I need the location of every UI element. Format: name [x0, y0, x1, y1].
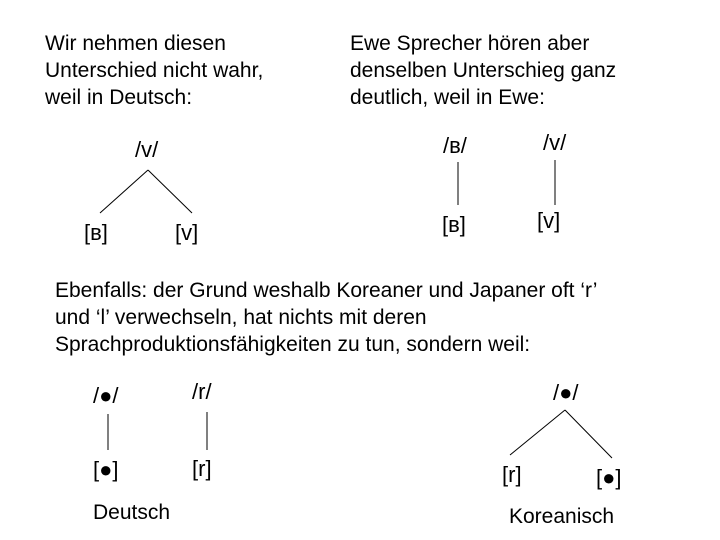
korean-leaf-right: [●] — [596, 465, 622, 490]
intro-right-text: Ewe Sprecher hören aber denselben Unterschieg ganz deutlich, weil in Ewe: — [350, 32, 617, 109]
ewe-leaf-right: [v] — [537, 208, 561, 233]
korean-root-phoneme: /●/ — [553, 380, 579, 405]
deutsch-caption: Deutsch — [93, 501, 171, 524]
branch-german-left — [100, 170, 148, 213]
deutsch-root-right: /r/ — [192, 379, 212, 404]
german-root-phoneme: /v/ — [135, 137, 159, 162]
ewe-root-right: /v/ — [543, 130, 567, 155]
ewe-root-left: /ʙ/ — [443, 133, 467, 158]
deutsch-root-left: /●/ — [93, 383, 119, 408]
deutsch-leaf-left: [●] — [93, 457, 119, 482]
ewe-leaf-left: [ʙ] — [442, 212, 466, 237]
middle-text: Ebenfalls: der Grund weshalb Koreaner und Japaner oft ‘r’ und ‘l’ verwechseln, hat nichts mit deren Sprachproduktionsfähigkeiten zu tun, sondern weil: — [55, 279, 598, 356]
german-leaf-right: [v] — [175, 220, 199, 245]
branch-korean-right — [565, 410, 612, 458]
intro-left-text: Wir nehmen diesen Unterschied nicht wahr, weil in Deutsch: — [45, 32, 264, 109]
deutsch-leaf-right: [r] — [192, 456, 212, 481]
korean-caption: Koreanisch — [509, 505, 615, 528]
branch-german-right — [148, 170, 192, 213]
korean-leaf-left: [r] — [502, 462, 522, 487]
german-leaf-left: [ʙ] — [84, 220, 108, 245]
branch-korean-left — [510, 410, 565, 455]
